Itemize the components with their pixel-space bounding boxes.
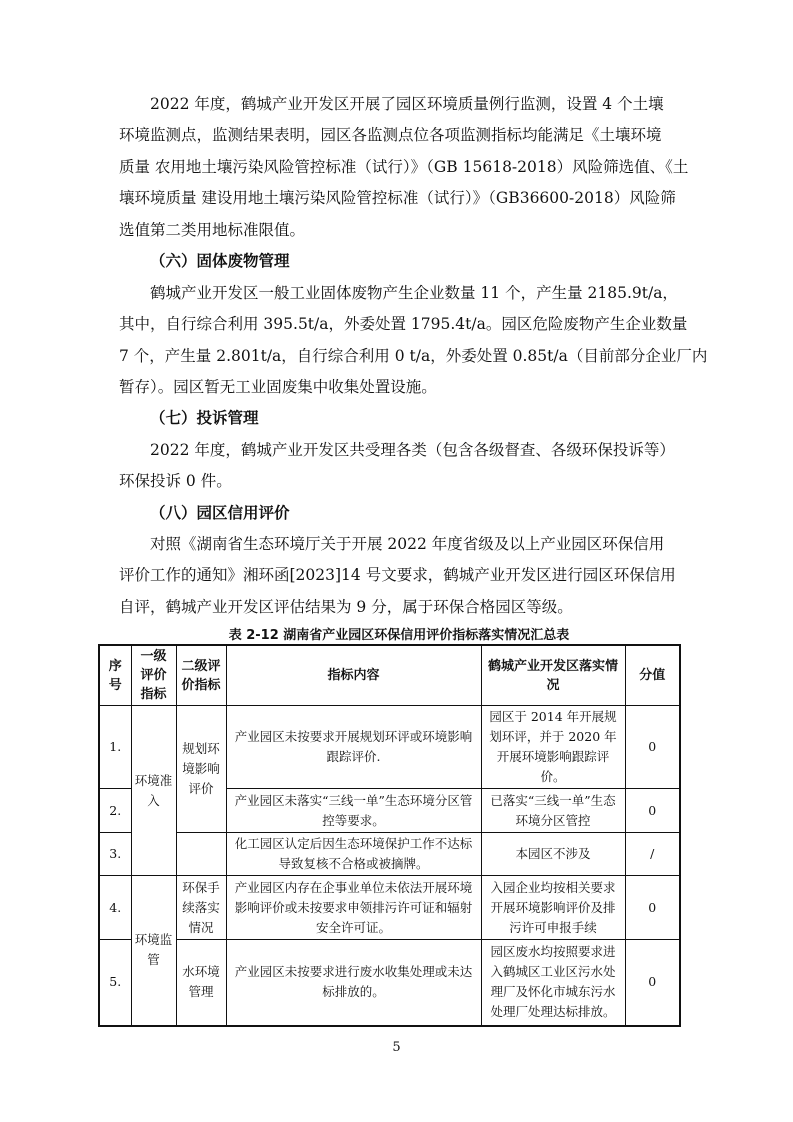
- text-line: 环境监测点，监测结果表明，园区各监测点位各项监测指标均能满足《土壤环境: [119, 126, 662, 145]
- credit-evaluation-table: [98, 644, 681, 1027]
- cell-score: 0: [625, 789, 680, 833]
- text-line: 鹤城产业开发区一般工业固体废物产生企业数量 11 个，产生量 2185.9t/a，: [150, 284, 678, 302]
- para-credit: [119, 529, 679, 623]
- text-line: 暂存）。园区暂无工业固废集中收集处置设施。: [119, 378, 437, 397]
- text-line: 环保投诉 0 件。: [119, 472, 232, 491]
- header-content: 指标内容: [226, 645, 481, 706]
- para-solid-waste: [119, 278, 708, 404]
- table-header-row: [99, 645, 680, 706]
- header-level1: 一级评价指标: [131, 645, 176, 706]
- cell-content: 产业园区未按要求进行废水收集处理或未达标排放的。: [226, 940, 481, 1026]
- para-complaints: [119, 435, 679, 498]
- page-number: 5: [392, 1040, 401, 1055]
- cell-implementation: 已落实“三线一单”生态环境分区管控: [481, 789, 625, 833]
- cell-no: 5.: [99, 940, 131, 1026]
- cell-score: /: [625, 833, 680, 876]
- table-row: [99, 833, 680, 876]
- text-line: 选值第二类用地标准限值。: [119, 220, 306, 239]
- cell-implementation: 园区于 2014 年开展规划环评，并于 2020 年开展环境影响跟踪评价。: [481, 706, 625, 789]
- cell-implementation: 本园区不涉及: [481, 833, 625, 876]
- table-row: [99, 876, 680, 940]
- cell-implementation: 园区废水均按照要求进入鹤城区工业区污水处理厂及怀化市城东污水处理厂处理达标排放。: [481, 940, 625, 1026]
- text-line: 2022 年度，鹤城产业开发区共受理各类（包含各级督查、各级环保投诉等）: [150, 441, 675, 459]
- text-line: 壤环境质量 建设用地土壤污染风险管控标准（试行）》（GB36600-2018）风险筛: [119, 189, 676, 208]
- cell-content: 化工园区认定后因生态环境保护工作不达标导致复核不合格或被摘牌。: [226, 833, 481, 876]
- cell-content: 产业园区内存在企事业单位未依法开展环境影响评价或未按要求申领排污许可证和辐射安全许可证。: [226, 876, 481, 940]
- cell-content: 产业园区未按要求开展规划环评或环境影响跟踪评价.: [226, 706, 481, 789]
- cell-no: 1.: [99, 706, 131, 789]
- cell-no: 2.: [99, 789, 131, 833]
- section-heading-solid-waste: （六）固体废物管理: [150, 252, 290, 270]
- cell-score: 0: [625, 876, 680, 940]
- cell-level2: 水环境管理: [176, 940, 226, 1026]
- header-score: 分值: [625, 645, 680, 706]
- cell-no: 3.: [99, 833, 131, 876]
- text-line: 7 个，产生量 2.801t/a，自行综合利用 0 t/a，外委处置 0.85t/a（目前部分企业厂内: [119, 346, 708, 365]
- text-line: 评价工作的通知》湘环函[2023]14 号文要求，鹤城产业开发区进行园区环保信用: [119, 566, 676, 585]
- section-heading-credit: （八）园区信用评价: [150, 504, 290, 522]
- cell-no: 4.: [99, 876, 131, 940]
- cell-level1-group: 环境监管: [131, 876, 176, 1026]
- table-row: [99, 940, 680, 1026]
- cell-implementation: 入园企业均按相关要求开展环境影响评价及排污许可申报手续: [481, 876, 625, 940]
- text-line: 2022 年度，鹤城产业开发区开展了园区环境质量例行监测，设置 4 个土壤: [150, 95, 664, 113]
- section-heading-complaints: （七）投诉管理: [150, 409, 259, 427]
- text-line: 其中，自行综合利用 395.5t/a，外委处置 1795.4t/a。园区危险废物产生企业数量: [119, 315, 688, 334]
- cell-content: 产业园区未落实“三线一单”生态环境分区管控等要求。: [226, 789, 481, 833]
- cell-score: 0: [625, 940, 680, 1026]
- table-caption: 表 2-12 湖南省产业园区环保信用评价指标落实情况汇总表: [228, 628, 570, 643]
- cell-level1-group: 环境准入: [131, 706, 176, 876]
- header-level2: 二级评价指标: [176, 645, 226, 706]
- table-row: [99, 706, 680, 789]
- header-implementation: 鹤城产业开发区落实情况: [481, 645, 625, 706]
- cell-level2-group: 规划环境影响评价: [176, 706, 226, 833]
- text-line: 质量 农用地土壤污染风险管控标准（试行）》（GB 15618-2018）风险筛选值、《土: [119, 157, 689, 176]
- cell-score: 0: [625, 706, 680, 789]
- para-monitoring: [119, 89, 689, 246]
- text-line: 自评，鹤城产业开发区评估结果为 9 分，属于环保合格园区等级。: [119, 597, 573, 616]
- header-no: 序号: [99, 645, 131, 706]
- cell-level2-empty: [176, 833, 226, 876]
- text-line: 对照《湖南省生态环境厅关于开展 2022 年度省级及以上产业园区环保信用: [150, 535, 665, 553]
- cell-level2: 环保手续落实情况: [176, 876, 226, 940]
